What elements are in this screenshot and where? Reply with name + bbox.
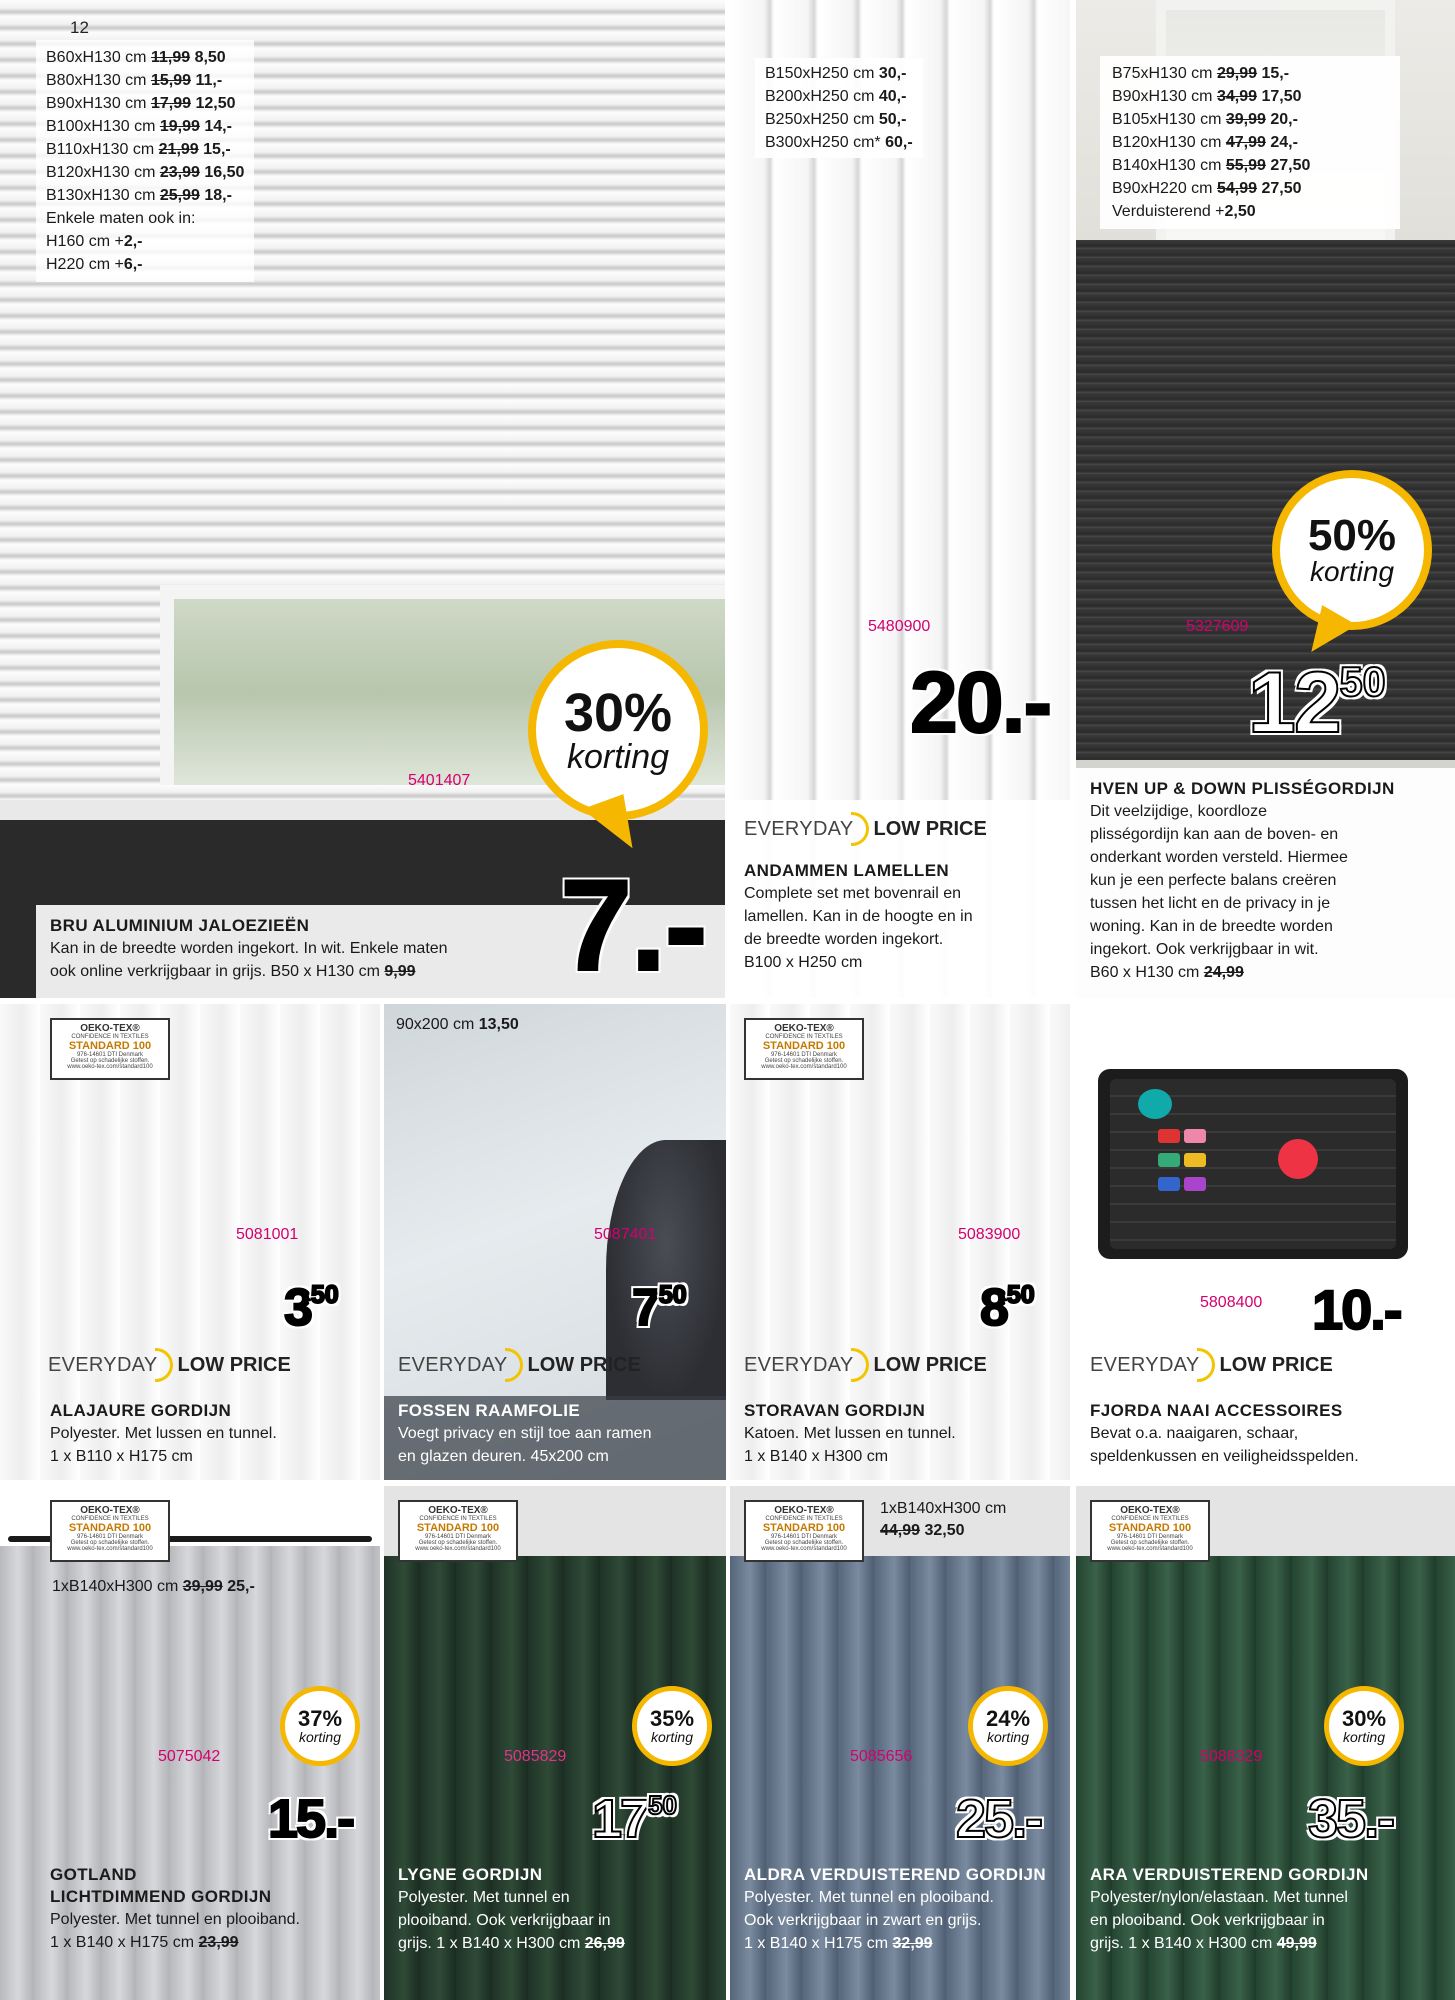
price-tag: 20.-	[910, 655, 1051, 751]
extra-note: Enkele maten ook in:	[46, 210, 196, 227]
size-row: B90xH130 cm 17,99 12,50	[46, 95, 236, 112]
storavan-info-box	[730, 1396, 1070, 1472]
extra-note: H160 cm +2,-	[46, 233, 143, 250]
product-desc: Polyester/nylon/elastaan. Met tunnel	[1090, 1889, 1348, 1906]
product-desc: 1 x B140 x H175 cm 23,99	[50, 1934, 239, 1951]
dims-note: 1xB140xH300 cm 39,99 25,-	[52, 1578, 255, 1595]
sku-number: 5083900	[958, 1226, 1021, 1243]
product-desc: Dit veelzijdige, koordloze	[1090, 803, 1267, 820]
product-title: ALDRA VERDUISTEREND GORDIJN	[744, 1865, 1047, 1884]
andammen-info-box	[730, 800, 1070, 998]
product-tile-aldra[interactable]	[730, 1486, 1070, 2000]
discount-label: korting	[1309, 556, 1395, 587]
oeko-tex-label: OEKO-TEX® CONFIDENCE IN TEXTILES STANDARD 100 976-14601 DTI Denmark Getest op schadelijke stoffen. www.oeko-tex.com/standard100	[1090, 1500, 1210, 1562]
product-desc: Katoen. Met lussen en tunnel.	[744, 1425, 956, 1442]
product-title: ARA VERDUISTEREND GORDIJN	[1090, 1865, 1369, 1884]
thread-spool	[1184, 1129, 1206, 1143]
discount-percent: 35%	[649, 1706, 695, 1731]
product-desc: de breedte worden ingekort.	[744, 931, 944, 948]
size-row: B150xH250 cm 30,-	[765, 65, 907, 82]
sku-number: 5087401	[594, 1226, 657, 1243]
product-desc: Polyester. Met tunnel en plooiband.	[744, 1889, 994, 1906]
size-row: B130xH130 cm 25,99 18,-	[46, 187, 232, 204]
product-desc: speldenkussen en veiligheidsspelden.	[1090, 1448, 1359, 1465]
sku-number: 5085656	[850, 1748, 913, 1765]
price-tag: 15.-	[268, 1789, 354, 1849]
product-desc: en glazen deuren. 45x200 cm	[398, 1448, 609, 1465]
price-tag: 7.-	[560, 852, 706, 998]
oeko-tex-label: OEKO-TEX® CONFIDENCE IN TEXTILES STANDARD 100 976-14601 DTI Denmark Getest op schadelijke stoffen. www.oeko-tex.com/standard100	[744, 1500, 864, 1562]
product-title: FJORDA NAAI ACCESSOIRES	[1090, 1401, 1343, 1420]
size-row: B110xH130 cm 21,99 15,-	[46, 141, 231, 158]
oeko-tex-label: OEKO-TEX® CONFIDENCE IN TEXTILES STANDARD 100 976-14601 DTI Denmark Getest op schadelijke stoffen. www.oeko-tex.com/standard100	[50, 1500, 170, 1562]
product-desc: ook online verkrijgbaar in grijs. B50 x H130 cm 9,99	[50, 963, 416, 980]
discount-label: korting	[566, 738, 670, 776]
product-desc: B100 x H250 cm	[744, 954, 863, 971]
price-tag: 10.-	[1312, 1278, 1401, 1341]
product-desc: Complete set met bovenrail en	[744, 885, 961, 902]
alajaure-info-box	[36, 1396, 376, 1472]
product-title: STORAVAN GORDIJN	[744, 1401, 926, 1420]
product-desc: Kan in de breedte worden ingekort. In wit. Enkele maten	[50, 940, 448, 957]
product-tile-bru[interactable]	[0, 0, 725, 998]
product-title: LYGNE GORDIJN	[398, 1865, 543, 1884]
product-desc: B60 x H130 cm 24,99	[1090, 964, 1244, 981]
discount-label: korting	[1342, 1729, 1386, 1745]
page-number: 12	[70, 18, 89, 37]
product-title: ANDAMMEN LAMELLEN	[744, 861, 950, 880]
product-desc: Polyester. Met tunnel en plooiband.	[50, 1911, 300, 1928]
thread-spool	[1158, 1177, 1180, 1191]
size-row: B90xH220 cm 54,99 27,50	[1112, 180, 1302, 197]
product-desc: 1 x B140 x H175 cm 32,99	[744, 1935, 933, 1952]
size-row: B100xH130 cm 19,99 14,-	[46, 118, 232, 135]
product-tile-gotland[interactable]	[0, 1486, 380, 2000]
product-tile-fossen[interactable]	[384, 1004, 726, 1480]
hven-size-list	[1100, 56, 1400, 229]
bru-size-list	[36, 40, 254, 282]
discount-badge	[1324, 1686, 1404, 1766]
product-title: HVEN UP & DOWN PLISSÉGORDIJN	[1090, 779, 1395, 798]
fjorda-info-box	[1076, 1396, 1455, 1472]
everyday-low-price-logo: EVERYDAY LOW PRICE	[48, 1348, 291, 1382]
discount-badge	[968, 1686, 1048, 1766]
everyday-low-price-logo: EVERYDAY LOW PRICE	[744, 1348, 987, 1382]
everyday-low-price-logo: EVERYDAY LOW PRICE	[1090, 1348, 1333, 1382]
price-tag: 25.-	[956, 1789, 1042, 1849]
product-title: LICHTDIMMEND GORDIJN	[50, 1887, 272, 1906]
product-desc: woning. Kan in de breedte worden	[1090, 918, 1333, 935]
discount-label: korting	[298, 1729, 342, 1745]
product-desc: lamellen. Kan in de hoogte en in	[744, 908, 973, 925]
hven-info-box	[1076, 768, 1455, 998]
product-desc: Ook verkrijgbaar in zwart en grijs.	[744, 1912, 982, 1929]
product-tile-andammen[interactable]	[730, 0, 1070, 998]
product-tile-ara[interactable]	[1076, 1486, 1455, 2000]
size-row: B200xH250 cm 40,-	[765, 88, 907, 105]
discount-percent: 50%	[1307, 511, 1397, 560]
everyday-low-price-logo: EVERYDAY LOW PRICE	[398, 1348, 641, 1382]
size-row: B75xH130 cm 29,99 15,-	[1112, 65, 1290, 82]
discount-percent: 24%	[985, 1706, 1031, 1731]
product-desc: plisségordijn kan aan de boven- en	[1090, 826, 1339, 843]
ara-info-box	[1076, 1860, 1455, 1959]
sku-number: 5085829	[504, 1748, 567, 1765]
sewing-kit-photo	[1098, 1069, 1408, 1259]
product-title: FOSSEN RAAMFOLIE	[398, 1401, 581, 1420]
price-tag: $17^{50}$	[592, 1789, 677, 1849]
lygne-info-box	[384, 1860, 726, 1959]
thread-spool	[1158, 1129, 1180, 1143]
sku-number: 5088329	[1200, 1748, 1263, 1765]
oeko-tex-label: OEKO-TEX® CONFIDENCE IN TEXTILES STANDARD 100 976-14601 DTI Denmark Getest op schadelijke stoffen. www.oeko-tex.com/standard100	[398, 1500, 518, 1562]
product-tile-fjorda[interactable]	[1076, 1004, 1455, 1480]
oeko-tex-label: OEKO-TEX® CONFIDENCE IN TEXTILES STANDARD 100 976-14601 DTI Denmark Getest op schadelijke stoffen. www.oeko-tex.com/standard100	[744, 1018, 864, 1080]
discount-percent: 30%	[563, 683, 673, 743]
sku-number: 5327609	[1186, 618, 1249, 635]
discount-badge	[528, 640, 708, 820]
size-row: B80xH130 cm 15,99 11,-	[46, 72, 223, 89]
price-tag: $3^{50}$	[284, 1279, 339, 1337]
discount-badge	[280, 1686, 360, 1766]
product-desc: grijs. 1 x B140 x H300 cm 26,99	[398, 1935, 625, 1952]
discount-badge	[632, 1686, 712, 1766]
pin-cushion	[1138, 1089, 1172, 1119]
size-row: B105xH130 cm 39,99 20,-	[1112, 111, 1298, 128]
discount-percent: 37%	[297, 1706, 343, 1731]
product-tile-alajaure[interactable]	[0, 1004, 380, 1480]
discount-badge	[1272, 470, 1432, 630]
product-desc: Bevat o.a. naaigaren, schaar,	[1090, 1425, 1299, 1442]
aldra-info-box	[730, 1860, 1070, 1959]
product-desc: plooiband. Ook verkrijgbaar in	[398, 1912, 611, 1929]
size-row: B60xH130 cm 11,99 8,50	[46, 49, 226, 66]
size-row: B250xH250 cm 50,-	[765, 111, 907, 128]
pin-cushion	[1278, 1139, 1318, 1179]
product-desc: en plooiband. Ook verkrijgbaar in	[1090, 1912, 1325, 1929]
thread-spool	[1184, 1153, 1206, 1167]
size-row: B140xH130 cm 55,99 27,50	[1112, 157, 1311, 174]
size-row: B90xH130 cm 34,99 17,50	[1112, 88, 1302, 105]
product-desc: onderkant worden versteld. Hiermee	[1090, 849, 1348, 866]
product-desc: ingekort. Ook verkrijgbaar in wit.	[1090, 941, 1319, 958]
price-tag: $7^{50}$	[632, 1279, 687, 1337]
price-tag: $8^{50}$	[980, 1279, 1035, 1337]
extra-note: Verduisterend +2,50	[1112, 203, 1256, 220]
product-desc: Polyester. Met lussen en tunnel.	[50, 1425, 277, 1442]
size-row: B120xH130 cm 23,99 16,50	[46, 164, 245, 181]
price-tag: $12^{50}$	[1248, 655, 1386, 751]
discount-label: korting	[650, 1729, 694, 1745]
sku-number: 5808400	[1200, 1294, 1263, 1311]
thread-spool	[1158, 1153, 1180, 1167]
product-desc: Polyester. Met tunnel en	[398, 1889, 570, 1906]
product-desc: grijs. 1 x B140 x H300 cm 49,99	[1090, 1935, 1317, 1952]
andammen-size-list	[755, 58, 923, 158]
product-title: GOTLAND	[50, 1865, 137, 1884]
discount-percent: 30%	[1341, 1706, 1387, 1731]
product-title: ALAJAURE GORDIJN	[50, 1401, 232, 1420]
fossen-info-box	[384, 1396, 726, 1480]
gotland-info-box	[36, 1860, 380, 1958]
product-desc: tussen het licht en de privacy in je	[1090, 895, 1331, 912]
extra-note: H220 cm +6,-	[46, 256, 143, 273]
price-tag: 35.-	[1308, 1789, 1394, 1849]
sku-number: 5075042	[158, 1748, 221, 1765]
product-desc: 1 x B110 x H175 cm	[50, 1448, 193, 1465]
sku-number: 5401407	[408, 772, 471, 789]
oeko-tex-label: OEKO-TEX® CONFIDENCE IN TEXTILES STANDARD 100 976-14601 DTI Denmark Getest op schadelijke stoffen. www.oeko-tex.com/standard100	[50, 1018, 170, 1080]
everyday-low-price-logo: EVERYDAY LOW PRICE	[744, 812, 1056, 846]
product-desc: Voegt privacy en stijl toe aan ramen	[398, 1425, 652, 1442]
product-tile-lygne[interactable]	[384, 1486, 726, 2000]
thread-spool	[1184, 1177, 1206, 1191]
discount-label: korting	[986, 1729, 1030, 1745]
dims-note: 1xB140xH300 cm 44,99 32,50	[880, 1500, 1007, 1539]
dims-note: 90x200 cm 13,50	[396, 1016, 519, 1033]
product-tile-hven[interactable]	[1076, 0, 1455, 998]
sku-number: 5081001	[236, 1226, 299, 1243]
sku-number: 5480900	[868, 618, 931, 635]
size-row: B300xH250 cm* 60,-	[765, 134, 913, 151]
product-desc: kun je een perfecte balans creëren	[1090, 872, 1337, 889]
product-tile-storavan[interactable]	[730, 1004, 1070, 1480]
product-title: BRU ALUMINIUM JALOEZIEËN	[50, 916, 310, 935]
size-row: B120xH130 cm 47,99 24,-	[1112, 134, 1298, 151]
product-desc: 1 x B140 x H300 cm	[744, 1448, 889, 1465]
